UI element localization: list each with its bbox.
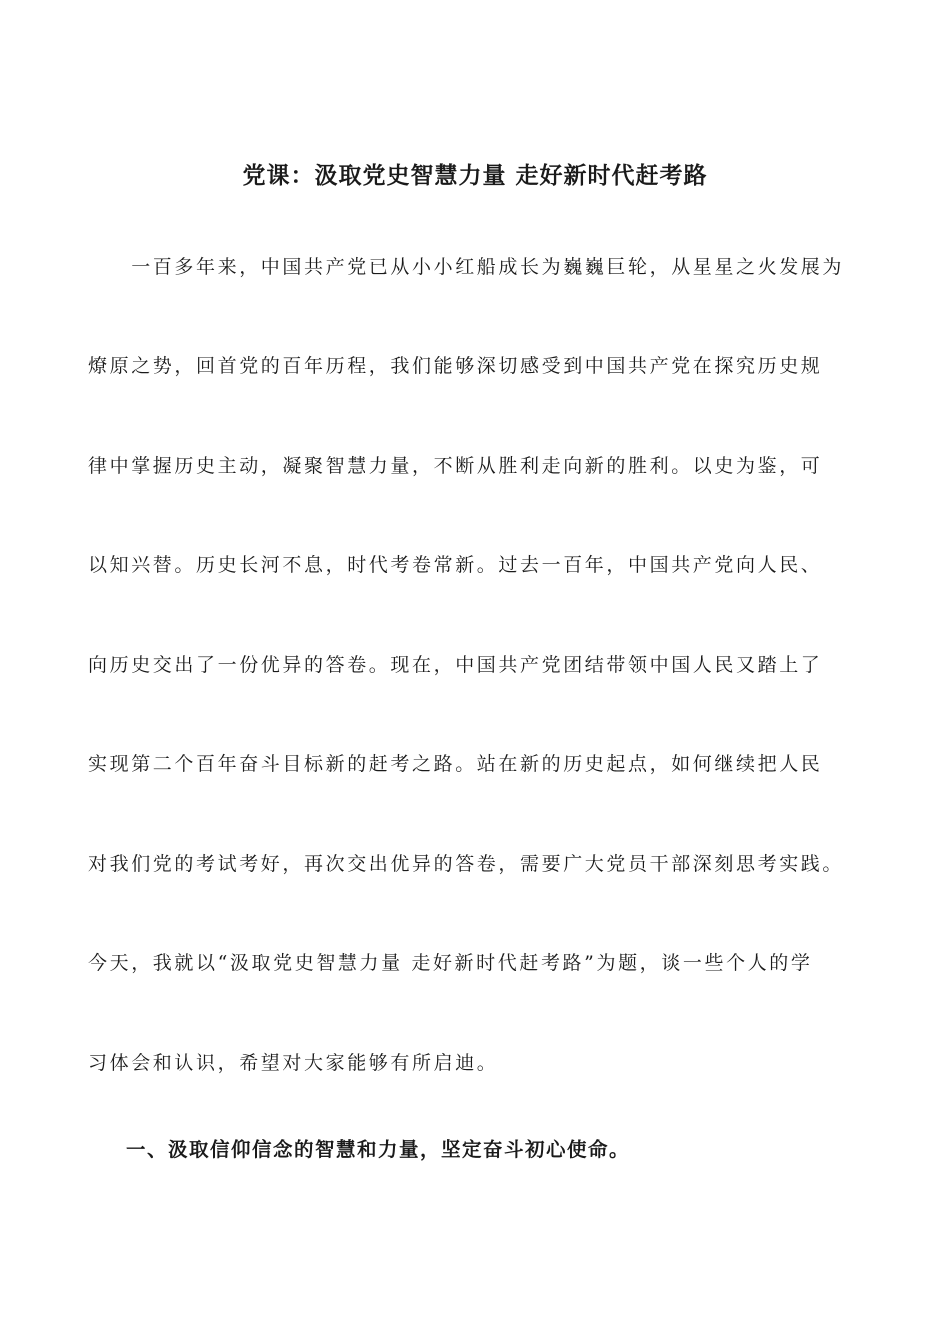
paragraph-line: 习体会和认识，希望对大家能够有所启迪。 xyxy=(88,1052,499,1074)
paragraph-line: 向历史交出了一份优异的答卷。现在，中国共产党团结带领中国人民又踏上了 xyxy=(88,654,823,676)
section-heading: 一、汲取信仰信念的智慧和力量，坚定奋斗初心使命。 xyxy=(126,1138,631,1161)
paragraph-line: 律中掌握历史主动，凝聚智慧力量，不断从胜利走向新的胜利。以史为鉴，可 xyxy=(88,455,823,477)
document-title: 党课：汲取党史智慧力量 走好新时代赶考路 xyxy=(242,162,708,189)
paragraph-line: 一百多年来，中国共产党已从小小红船成长为巍巍巨轮，从星星之火发展为 xyxy=(88,256,845,278)
paragraph-line: 燎原之势，回首党的百年历程，我们能够深切感受到中国共产党在探究历史规 xyxy=(88,355,823,377)
paragraph-line: 实现第二个百年奋斗目标新的赶考之路。站在新的历史起点，如何继续把人民 xyxy=(88,753,823,775)
paragraph-line: 对我们党的考试考好，再次交出优异的答卷，需要广大党员干部深刻思考实践。 xyxy=(88,853,845,875)
paragraph-line: 以知兴替。历史长河不息，时代考卷常新。过去一百年，中国共产党向人民、 xyxy=(88,554,823,576)
paragraph-line: 今天，我就以“汲取党史智慧力量 走好新时代赶考路”为题，谈一些个人的学 xyxy=(88,952,813,974)
